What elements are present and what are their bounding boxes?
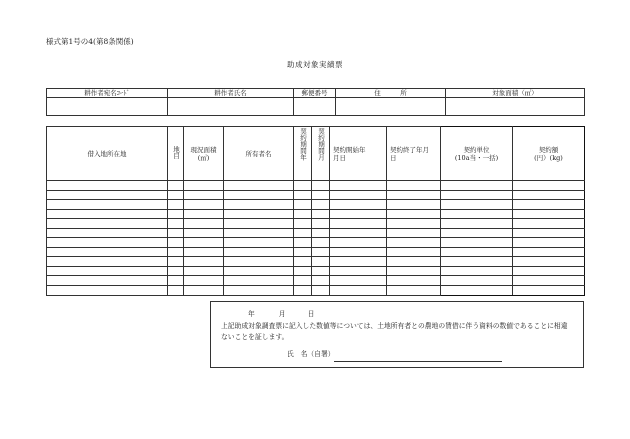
lease-records-table [46,126,585,296]
contract-end-cell[interactable] [387,266,441,276]
contract-end-cell[interactable] [387,238,441,248]
table-row [47,238,585,248]
current-area-cell[interactable] [184,209,224,219]
location-cell[interactable] [47,238,168,248]
parcel-type-cell[interactable] [168,238,184,248]
contract-start-header: 契約開始年 月日 [330,127,387,181]
current-area-cell[interactable] [184,228,224,238]
contract-start-cell[interactable] [330,228,387,238]
parcel-type-cell[interactable] [168,286,184,296]
contract-start-cell[interactable] [330,219,387,229]
contract-amount-cell[interactable] [513,190,585,200]
period-years-cell[interactable] [294,209,312,219]
period-years-cell[interactable] [294,200,312,210]
table-row [47,276,585,286]
location-cell[interactable] [47,181,168,191]
contract-amount-cell[interactable] [513,238,585,248]
farmer-info-table [46,88,585,116]
contract-start-cell[interactable] [330,200,387,210]
table-row [47,247,585,257]
contract-unit-cell[interactable] [441,247,513,257]
period-years-cell[interactable] [294,238,312,248]
contract-amount-cell[interactable] [513,257,585,267]
table-row [47,181,585,191]
location-cell[interactable] [47,247,168,257]
parcel-type-cell[interactable] [168,200,184,210]
period-months-cell[interactable] [312,209,330,219]
period-months-cell[interactable] [312,247,330,257]
table-row [47,266,585,276]
contract-end-cell[interactable] [387,181,441,191]
current-area-cell[interactable] [184,219,224,229]
period-months-cell[interactable] [312,200,330,210]
contract-end-cell[interactable] [387,228,441,238]
contract-unit-cell[interactable] [441,200,513,210]
contract-end-cell[interactable] [387,190,441,200]
contract-unit-cell[interactable] [441,238,513,248]
target-area-field[interactable] [446,98,585,116]
address-field[interactable] [336,98,446,116]
farmer-name-header: 耕作者氏名 [168,89,294,98]
current-area-cell[interactable] [184,286,224,296]
contract-end-cell[interactable] [387,219,441,229]
contract-end-cell[interactable] [387,200,441,210]
parcel-type-cell[interactable] [168,247,184,257]
contract-amount-cell[interactable] [513,266,585,276]
owner-name-cell[interactable] [224,190,294,200]
contract-start-cell[interactable] [330,286,387,296]
contract-start-cell[interactable] [330,276,387,286]
contract-end-cell[interactable] [387,257,441,267]
location-cell[interactable] [47,286,168,296]
parcel-type-cell[interactable] [168,228,184,238]
period-months-cell[interactable] [312,257,330,267]
period-years-cell[interactable] [294,190,312,200]
period-years-cell[interactable] [294,219,312,229]
contract-unit-cell[interactable] [441,257,513,267]
contract-unit-cell[interactable] [441,209,513,219]
location-cell[interactable] [47,209,168,219]
parcel-type-cell[interactable] [168,190,184,200]
contract-start-cell[interactable] [330,238,387,248]
current-area-cell[interactable] [184,257,224,267]
contract-amount-cell[interactable] [513,247,585,257]
contract-unit-header: 契約単位 (10a当・一括) [441,127,513,181]
contract-start-cell[interactable] [330,190,387,200]
parcel-type-cell[interactable] [168,257,184,267]
year-label: 年 [248,310,255,318]
contract-end-cell[interactable] [387,247,441,257]
contract-start-cell[interactable] [330,247,387,257]
contract-amount-cell[interactable] [513,286,585,296]
contract-unit-cell[interactable] [441,181,513,191]
certification-statement: 上記助成対象調査票に記入した数値等については、土地所有者との農地の賃借に伴う資料の数値であることに相違ないことを証します。 [221,322,568,341]
current-area-cell[interactable] [184,181,224,191]
contract-start-cell[interactable] [330,181,387,191]
contract-period-years-header: 契約期間年 [294,127,312,181]
current-area-cell[interactable] [184,247,224,257]
period-years-cell[interactable] [294,286,312,296]
period-months-cell[interactable] [312,238,330,248]
target-area-header: 対象面積（㎡） [446,89,585,98]
document-title: 助成対象実績票 [287,60,343,69]
location-cell[interactable] [47,266,168,276]
contract-amount-cell[interactable] [513,228,585,238]
period-years-cell[interactable] [294,266,312,276]
period-months-cell[interactable] [312,276,330,286]
parcel-type-cell[interactable] [168,181,184,191]
contract-amount-cell[interactable] [513,209,585,219]
owner-name-cell[interactable] [224,266,294,276]
period-years-cell[interactable] [294,247,312,257]
contract-period-months-header: 契約期間月 [312,127,330,181]
contract-unit-cell[interactable] [441,190,513,200]
table-row [47,228,585,238]
contract-amount-cell[interactable] [513,200,585,210]
address-header: 住 所 [336,89,446,98]
current-area-header: 現況面積 (㎡) [184,127,224,181]
current-area-cell[interactable] [184,200,224,210]
certification-date [248,308,314,318]
table-row [47,209,585,219]
period-years-cell[interactable] [294,257,312,267]
owner-name-cell[interactable] [224,247,294,257]
signature-label: 氏 名（自署） [287,350,335,358]
owner-name-cell[interactable] [224,209,294,219]
owner-name-cell[interactable] [224,257,294,267]
location-cell[interactable] [47,219,168,229]
contract-unit-cell[interactable] [441,266,513,276]
period-years-cell[interactable] [294,181,312,191]
owner-name-header: 所有者名 [224,127,294,181]
location-cell[interactable] [47,257,168,267]
contract-unit-cell[interactable] [441,286,513,296]
parcel-type-cell[interactable] [168,266,184,276]
table-row [47,190,585,200]
owner-name-cell[interactable] [224,181,294,191]
farmer-info-header-row [47,89,585,98]
contract-end-cell[interactable] [387,286,441,296]
period-months-cell[interactable] [312,219,330,229]
contract-amount-cell[interactable] [513,181,585,191]
signature-line[interactable] [334,361,502,362]
farmer-code-header: 耕作者宛名ｺｰﾄﾞ [47,89,168,98]
contract-end-cell[interactable] [387,209,441,219]
contract-start-cell[interactable] [330,266,387,276]
period-months-cell[interactable] [312,228,330,238]
month-label: 月 [278,310,286,318]
contract-end-header: 契約終了年月 日 [387,127,441,181]
location-header: 借入地所在地 [47,127,168,181]
owner-name-cell[interactable] [224,219,294,229]
period-years-cell[interactable] [294,276,312,286]
farmer-name-field[interactable] [168,98,294,116]
location-cell[interactable] [47,228,168,238]
period-months-cell[interactable] [312,181,330,191]
postal-code-field[interactable] [294,98,336,116]
form-number: 様式第1号の4(第8条関係) [46,37,134,46]
contract-amount-cell[interactable] [513,219,585,229]
owner-name-cell[interactable] [224,200,294,210]
parcel-type-cell[interactable] [168,209,184,219]
table-row [47,286,585,296]
current-area-cell[interactable] [184,276,224,286]
parcel-type-cell[interactable] [168,276,184,286]
contract-start-cell[interactable] [330,257,387,267]
owner-name-cell[interactable] [224,276,294,286]
lease-records-header-row [47,127,585,181]
parcel-type-cell[interactable] [168,219,184,229]
table-row [47,219,585,229]
owner-name-cell[interactable] [224,228,294,238]
table-row [47,257,585,267]
period-months-cell[interactable] [312,190,330,200]
location-cell[interactable] [47,276,168,286]
current-area-cell[interactable] [184,266,224,276]
contract-amount-header: 契約額 (円）(kg) [513,127,585,181]
postal-code-header: 郵便番号 [294,89,336,98]
current-area-cell[interactable] [184,238,224,248]
location-cell[interactable] [47,200,168,210]
owner-name-cell[interactable] [224,238,294,248]
contract-start-cell[interactable] [330,209,387,219]
day-label: 日 [307,310,315,318]
contract-amount-cell[interactable] [513,276,585,286]
owner-name-cell[interactable] [224,286,294,296]
contract-unit-cell[interactable] [441,228,513,238]
current-area-cell[interactable] [184,190,224,200]
contract-end-cell[interactable] [387,276,441,286]
farmer-info-value-row [47,98,585,116]
location-cell[interactable] [47,190,168,200]
contract-unit-cell[interactable] [441,276,513,286]
period-months-cell[interactable] [312,286,330,296]
period-months-cell[interactable] [312,266,330,276]
table-row [47,200,585,210]
farmer-code-field[interactable] [47,98,168,116]
period-years-cell[interactable] [294,228,312,238]
contract-unit-cell[interactable] [441,219,513,229]
parcel-type-header: 地目 [168,127,184,181]
